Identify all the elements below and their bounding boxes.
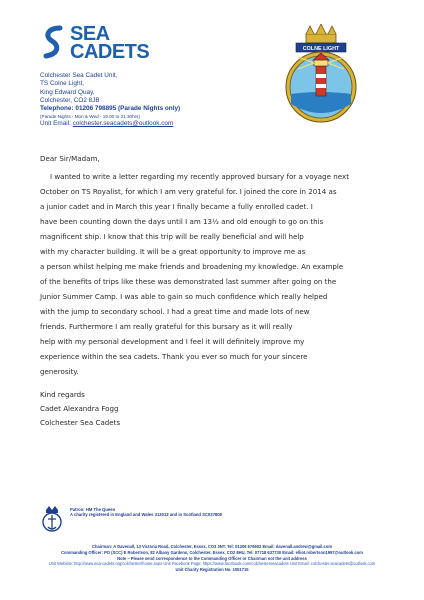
unit-crest [282,24,360,126]
unit-email-label: Unit Email: [40,120,71,128]
address-line: TS Colne Light, [40,80,85,88]
letter-line: October on TS Royalist, for which I am very grateful for. I joined the core in 2014 as [40,187,337,196]
letter-line: experience within the sea cadets. Thank you ever so much for your sincere [40,352,308,361]
unit-links-line[interactable]: Unit Website: http://www.sea-cadets.org/colchester/home.aspx Unit Facebook Page: https://www.facebook.com/colchesterseacadets Unit Email: colchester.seacadets@outlook.com [48,561,376,567]
letter-line: generosity. [40,367,79,376]
letter-line: friends. Furthermore I am really grateful for this bursary as it will really [40,322,293,331]
letter-signature: Cadet Alexandra Fogg [40,404,119,413]
unit-email-link[interactable]: colchester.seacadets@outlook.com [72,120,174,128]
unit-email-line [40,120,270,128]
chairman-line: Chairman: A Davenall, 13 Victoria Road, Colchester, Essex, CO3 3NT. Tel: 01206 576602 Email: davenall.andrew@gmail.com [92,544,332,549]
letter-line: with my character building. It will be a great opportunity to improve me as [40,247,306,256]
correspondence-note: Note – Please send correspondence to the Commanding Officer or Chairman not the unit address [117,555,307,561]
commanding-officer-line: Commanding Officer: PO (SCC) E Robertson, 82 Albany Gardens, Colchester, Essex, CO2 8HU. Tel: 07718 637730 Email: elliot.robertson1997@outlook.com [61,549,363,555]
royal-crest-icon [40,504,64,534]
naval-crown-icon [306,24,336,43]
address-line: King Edward Quay, [40,88,95,96]
letter-line: of the benefits of trips like these was demonstrated last summer after going on the [40,277,337,286]
patron-line: Patron: HM The Queen [70,507,116,512]
telephone-line: Telephone: 01206 798895 (Parade Nights only) [40,105,181,113]
unit-charity-number: Unit Charity Registration No. 1051715 [175,567,249,573]
letter-line: a junior cadet and in March this year I finally became a fully enrolled cadet. I [40,202,313,211]
letter-line: magnificent ship. I know that this trip will be really beneficial and will help [40,232,304,241]
charity-registration-line: A charity registered in England and Wales 313013 and in Scotland SC037808 [70,512,222,518]
footer-contacts [40,544,384,573]
letter-line: with the jump to secondary school. I had a great time and made lots of new [40,307,310,316]
sea-cadets-logo [40,24,180,64]
brand-line-2: CADETS [70,41,150,63]
address-line: Colchester, CO2 8JB [40,96,100,104]
letter-salutation: Dear Sir/Madam, [40,154,100,163]
letter-line: I wanted to write a letter regarding my recently approved bursary for a voyage next [50,172,349,181]
letter-closing: Kind regards [40,390,85,399]
letter-unit-name: Colchester Sea Cadets [40,418,121,427]
sea-cadets-wave-icon [40,24,68,62]
letter-line: a person whilst helping me make friends and broadening my knowledge. An example [40,262,344,271]
crest-ribbon-text: COLNE LIGHT [302,46,340,52]
letter-line: have been counting down the days until I am 13½ and old enough to go on this [40,217,324,226]
unit-address [40,72,270,129]
brand-line-1: SEA [70,23,110,45]
letter-line: Junior Summer Camp. I was able to gain so much confidence which really helped [40,292,328,301]
address-line: Colchester Sea Cadet Unit, [40,72,118,79]
patron-block [70,507,222,518]
parade-hours-line: (Parade Nights - Mon & Wed - 19.00 to 21.30hrs) [40,114,141,120]
letter-line: help with my personal development and I feel it will definitely improve my [40,337,305,346]
